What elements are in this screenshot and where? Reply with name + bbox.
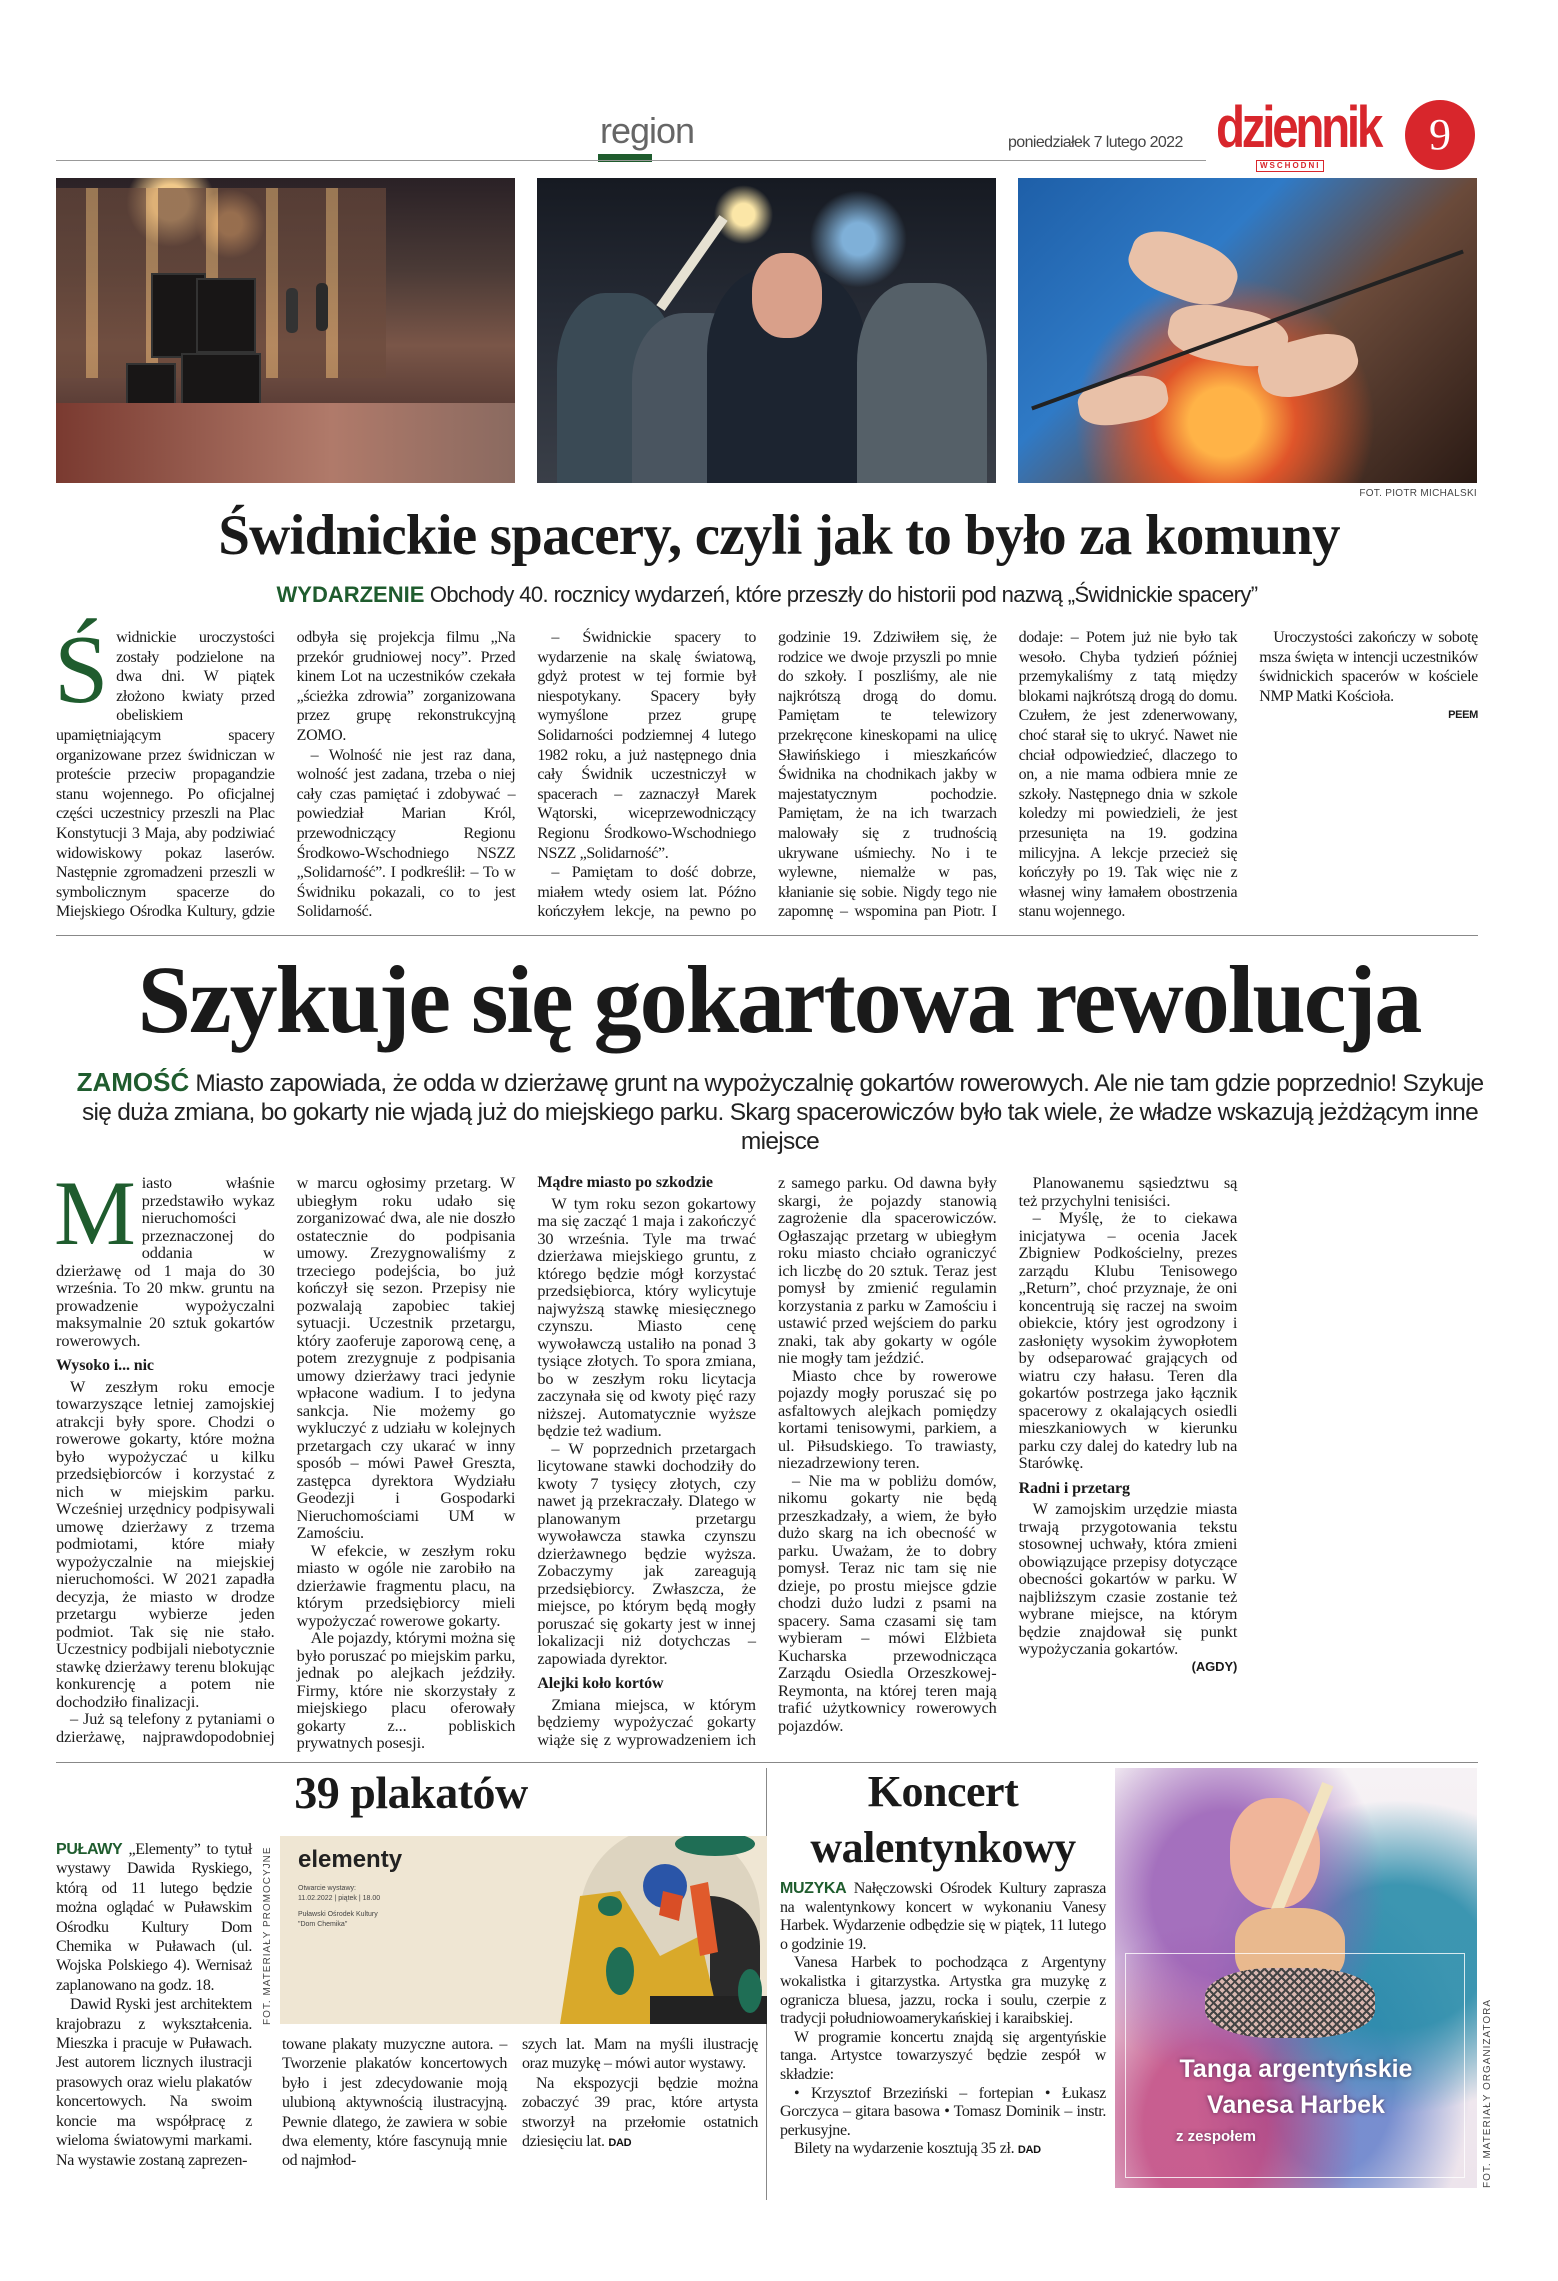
drop-cap: M	[54, 1162, 136, 1264]
poster-info: Otwarcie wystawy: 11.02.2022 | piątek | 18.00 Puławski Ośrodek Kultury "Dom Chemika"	[298, 1885, 381, 1928]
author-signature: DAD	[608, 2137, 632, 2150]
body-paragraph: towane plakaty muzyczne autora. – Tworzenie plakatów koncertowych było i jest zdecydowanie moją ulubioną aktywnością ilustracyjną. Pewnie dlatego, że zawiera w sobie dwa elementy, które fascynują mnie od najmłod-	[282, 2036, 507, 2170]
body-paragraph: – W poprzednich przetargach licytowane stawki dochodziły do kwoty 7 tysięcy złotych, czy nawet ją przekraczały. Dlatego w planowanym przetargu wywoławcza stawka czynszu dzierżawnego będzie wyższa. Zobaczymy jak zareagują przedsiębiorcy. Zwłaszcza, że miejsce, po którym będą mogły poruszać się gokarty jest w innej lokalizacji niż dotychczas – zapowiada dyrektor.	[537, 1438, 756, 1668]
body-paragraph: W zeszłym roku emocje towarzyszące letniej zamojskiej atrakcji były spore. Chodzi o rowerowe gokarty, które można było wypożyczać u kilku przedsiębiorców i korzystać z nich w miejskim parku. Wcześniej urzędnicy podpisywali umowę dzierżawy z trzema podmiotami, które miały wypożyczalnie na miejskiej nieruchomości. W 2021 zapadła decyzja, że miasto w drodze przetargu wybierze jeden podmiot. Tak się nie stało. Uczestnicy podbijali niebotycznie stawkę dzierżawy terenu blokując konkurencję a potem nie dochodziło finalizacji.	[56, 1376, 275, 1711]
body-paragraph: Ale pojazdy, którymi można się było poruszać po miejskim parku, jednak po alejkach jeździły. Firmy, które nie skorzystały z miejskiego placu oferowały gokarty z... pobliskich prywatnych posesji.	[296, 1628, 516, 1752]
body-paragraph: – Pamiętam to dość dobrze, miałem wtedy osiem lat. Późno kończyłem lekcje, na pewno po godzinie 19. Zdziwiłem się, że rodzice we dwoje przyszli po mnie do szkoły. I poszliśmy, ale nie najkrótszą drogą do domu. Pamiętam te telewizory przekręcone kineskopami na ulicę Sławińskiego i mieszkańców Świdnika na chodnikach jakby w majestatycznym pochodzie. Pamiętam, że na ich twarzach malowały się z trudnością ukrywane uśmiechy. No i te wylewne, niemalże w pas, kłanianie się sobie. Nigdy tego nie zapomnę – wspomina pan Piotr. I dodaje: – Potem już nie było tak wesoło. Chyba tydzień później przemykaliśmy z tatą między blokami najkrótszą drogą do domu. Czułem, że jest zdenerwowany, choć starał się to ukryć. Nawet nie chciał odpowiedzieć, dlaczego to on, a nie mama odbiera mnie ze szkoły. Następnego dnia w szkole koledzy mi powiedzieli, że jest przesunięta na 19. godzina milicyjna. A lekcje przecież się kończyły po 19. Tak więc nie z własnej winy łamałem obostrzenia stanu wojennego.	[537, 629, 1238, 921]
section-divider	[56, 935, 1478, 936]
exhibition-poster	[280, 1836, 767, 2024]
body-paragraph: • Krzysztof Brzeziński – fortepian • Łukasz Gorczyca – gitara basowa • Tomasz Dominik – instr. perkusyjne.	[780, 2084, 1106, 2139]
concert-poster	[1115, 1768, 1477, 2188]
article-lead	[70, 1068, 1490, 1156]
lead-label: MUZYKA	[780, 1880, 847, 1897]
section-name: region	[600, 110, 695, 151]
body-paragraph: Miasto chce by rowerowe pojazdy mogły poruszać się po asfaltowych alejkach pomiędzy kortami tenisowymi, parkiem, a ul. Piłsudskiego. To trawiasty, niezadrzewiony teren.	[777, 1365, 997, 1472]
lead-text: Miasto zapowiada, że odda w dzierżawę grunt na wypożyczalnię gokartów rowerowych. Ale nie tam gdzie poprzednio! Szykuje się duża zmiana, bo gokarty nie wjadą już do miejskiego parku. Skarg spacerowiczów było tak wiele, że władze wskazują jeżdżącym inne miejsce	[81, 1070, 1484, 1155]
logo-subtitle: WSCHODNI	[1256, 160, 1324, 172]
photo-hands-over-fire	[1018, 178, 1477, 483]
article-headline: Szykuje się gokartowa rewolucja	[137, 946, 1421, 1053]
logo-wordmark: dziennik	[1216, 95, 1381, 160]
lead-label: PUŁAWY	[56, 1841, 123, 1858]
body-paragraph: – Wolność nie jest raz dana, wolność jest zadana, trzeba o niej cały czas pamiętać i zdobywać – powiedział Marian Król, przewodniczący Regionu Środkowo-Wschodniego NSZZ „Solidarność”. I podkreślił: – To w Świdniku pokazali, co to jest Solidarność.	[296, 746, 516, 921]
photo-credit: FOT. MATERIAŁY PROMOCYJNE	[262, 1846, 273, 2025]
author-signature: PEEM	[1448, 709, 1478, 722]
author-signature: (AGDY)	[1191, 1658, 1238, 1674]
drop-cap: Ś	[54, 616, 109, 724]
photo-credit: FOT. MATERIAŁY ORGANIZATORA	[1482, 1998, 1493, 2188]
poster-line: z zespołem	[1175, 2128, 1257, 2145]
body-paragraph: Świdnickie uroczystości zostały podzielone na dwa dni. W piątek złożono kwiaty przed obeliskiem upamiętniającym spacery organizowane przez świdniczan w proteście przeciw propagandzie stanu wojennego. Po oficjalnej części uczestnicy przeszli na Plac Konstytucji 3 Maja, aby podziwiać widowiskowy pokaz laserów. Następnie zgromadzeni przeszli w symbolicznym spacerze do Miejskiego Ośrodka Kultury, gdzie odbyła się projekcja filmu „Na przekór grudniowej nocy”. Przed kinem Lot na uczestników czekała „ścieżka zdrowia” zorganizowana przez grupę rekonstrukcyjną ZOMO.	[54, 616, 516, 921]
article-body-continued	[282, 2035, 507, 2171]
kicker-label: WYDARZENIE	[276, 582, 425, 607]
body-paragraph: Na ekspozycji będzie można zobaczyć 39 prac, które artysta stworzył na przełomie ostatnich dziesięciu lat. DAD	[522, 2074, 758, 2151]
body-paragraph: W zamojskim urzędzie miasta trwają przygotowania tekstu stosownej uchwały, która zmieni obowiązujące przepisy dotyczące obecności gokartów w parku. W najbliższym czasie zostanie też wybrane miejsce, na którym będzie znajdował się punkt wypożyczania gokartów.	[1018, 1499, 1238, 1658]
article-body	[54, 616, 1478, 928]
issue-date: poniedziałek 7 lutego 2022	[1008, 134, 1183, 151]
newspaper-logo	[1216, 95, 1396, 174]
body-paragraph: W tym roku sezon gokartowy ma się zacząć 1 maja i zakończyć 30 września. Tyle ma trwać dzierżawa miejskiego gruntu, z którego będzie mógł korzystać przedsiębiorca, który wylicytuje najwyższą stawkę miesięcznego czynszu. Miasto cenę wywoławczą ustaliło na ponad 3 tysiące złotych. To spora zmiana, bo w zeszłym roku licytacja zaczynała się od kwoty pięć razy niższej. Automatycznie wyższe będzie też wadium.	[537, 1193, 756, 1440]
article-headline: Koncert walentynkowy	[810, 1767, 1076, 1872]
section-divider	[56, 1762, 1478, 1763]
article-kicker	[56, 582, 1478, 608]
subheading: Mądre miasto po szkodzie	[537, 1174, 713, 1191]
kicker-text: Obchody 40. rocznicy wydarzeń, które przeszły do historii pod nazwą „Świdnickie spacery”	[429, 582, 1258, 607]
body-paragraph: – Już są telefony z pytaniami o dzierżawę, najprawdopodobniej w marcu ogłosimy przetarg. W ubiegłym roku udało się zorganizować dwa, ale nie doszło ostatecznie do podpisania umowy. Zrezygnowaliśmy z trzeciego podejścia, bo już kończył się sezon. Przepisy nie pozwalają zapobiec takiej sytuacji. Uczestnik przetargu, który zaoferuje zaporową cenę, a potem zrezygnuje z podpisania umowy dzierżawy traci jedynie wpłacone wadium. I to jedyna sankcja. Nie możemy go wykluczyć z udziału w kolejnych przetargach czy ukarać w inny sposób – mówi Paweł Greszta, zastępca dyrektora Wydziału Geodezji i Gospodarki Nieruchomościami UM w Zamościu.	[56, 1173, 516, 1746]
body-paragraph: Miasto właśnie przedstawiło wykaz nieruchomości przeznaczonej do oddania w dzierżawę od 1 maja do 30 września. To 20 mkw. gruntu na prowadzenie wypożyczalni maksymalnie 20 sztuk gokartów rowerowych.	[54, 1162, 275, 1350]
photo-obelisk-night	[56, 178, 515, 483]
body-paragraph: Dawid Ryski jest architektem krajobrazu z wykształcenia. Mieszka i pracuje w Puławach. Jest autorem licznych ilustracji prasowych oraz wielu plakatów koncertowych. Na swoim koncie ma współpracę z wieloma światowymi markami. Na wystawie zostaną zaprezen-	[56, 1996, 252, 2169]
body-paragraph: PUŁAWY „Elementy” to tytuł wystawy Dawida Ryskiego, którą od 11 lutego będzie można oglądać w Puławskim Ośrodku Kultury Dom Chemika w Puławach (ul. Wojska Polskiego 4). Wernisaż zaplanowano na godz. 18.	[56, 1841, 252, 1994]
article-body	[56, 1840, 252, 2170]
body-paragraph: Bilety na wydarzenie kosztują 35 zł. DAD	[794, 2140, 1041, 2158]
photo-credit: FOT. PIOTR MICHALSKI	[1359, 488, 1477, 499]
article-body-continued	[522, 2035, 758, 2153]
article-headline: 39 plakatów	[294, 1767, 528, 1818]
article-headline: Świdnickie spacery, czyli jak to było za komuny	[218, 504, 1340, 567]
subheading: Radni i przetarg	[1018, 1479, 1130, 1497]
photo-zomo-reenactment	[537, 178, 996, 483]
body-paragraph: Uroczystości zakończy w sobotę msza święta w intencji uczestników świdnickich spacerów w kościele NMP Matki Kościoła.	[1259, 629, 1478, 705]
poster-line: Tanga argentyńskie	[1179, 2055, 1413, 2083]
poster-line: Vanesa Harbek	[1207, 2091, 1385, 2119]
poster-title: elementy	[298, 1846, 403, 1873]
article-body	[54, 1162, 1478, 1754]
header-divider	[56, 160, 1206, 161]
lead-label: ZAMOŚĆ	[76, 1067, 190, 1097]
body-paragraph: Planowanemu sąsiedztwu są też przychylni tenisiści.	[1018, 1173, 1238, 1210]
body-paragraph: MUZYKA Nałęczowski Ośrodek Kultury zaprasza na walentynkowy koncert w wykonaniu Vanesy Harbek. Wydarzenie odbędzie się w piątek, 11 lutego o godzinie 19.	[780, 1880, 1106, 1953]
body-paragraph: – Świdnickie spacery to wydarzenie na skalę światową, gdyż protest w tej formie był niespotykany. Spacery były wymyślone przez grupę Solidarności podziemnej 4 lutego 1982 roku, a już następnego dnia cały Świdnik uczestniczył w spacerach – zaznaczył Marek Wątorski, wiceprzewodniczący Regionu Środkowo-Wschodniego NSZZ „Solidarność”.	[537, 629, 756, 862]
article-body	[780, 1880, 1106, 2160]
author-signature: DAD	[1017, 2144, 1041, 2157]
body-paragraph: szych lat. Mam na myśli ilustrację oraz muzykę – mówi autor wystawy.	[522, 2036, 758, 2073]
body-paragraph: Vanesa Harbek to pochodząca z Argentyny wokalistka i gitarzystka. Artystka gra muzykę z ogranicza bluesa, jazzu, rocka i soulu, czerpie z tradycji południowoamerykańskiej i karaibskiej.	[780, 1954, 1106, 2028]
body-paragraph: Zmiana miejsca, w którym będziemy wypożyczać gokarty wiąże się z wyprowadzeniem ich z samego parku. Od dawna były skargi, że pojazdy stanowią zagrożenie dla spacerowiczów. Ogłaszając przetarg w ubiegłym roku miasto chciało ograniczyć ich liczbę do 20 sztuk. Teraz jest pomysł by zmienić regulamin korzystania z parku w Zamościu i ustawić przed wejściem do parku znaki, tak aby gokarty w ogóle nie mogły tam jeździć.	[537, 1173, 997, 1749]
subheading: Alejki koło kortów	[537, 1675, 664, 1692]
subheading: Wysoko i... nic	[56, 1357, 154, 1374]
body-paragraph: – Myślę, że to ciekawa inicjatywa – ocenia Jacek Zbigniew Podkościelny, prezes zarządu Klubu Tenisowego „Return”, choć przyznaje, że oni koncentrują się raczej na swoim obiekcie, który jest ogrodzony i zasłonięty wysokim żywopłotem by odseparować grających od wiatru czy hałasu. Teren dla gokartów postrzega jako łącznik spacerowy z okalających osiedli mieszkaniowych w kierunku parku czy dalej do katedry lub na Starówkę.	[1018, 1208, 1238, 1472]
body-paragraph: W programie koncertu znajdą się argentyńskie tanga. Artystce towarzyszyć będzie zespół w składzie:	[780, 2028, 1106, 2083]
body-paragraph: W efekcie, w zeszłym roku miasto w ogóle nie zarobiło na dzierżawie fragmentu placu, na którym przedsiębiorcy mieli wypożyczać rowerowe gokarty.	[296, 1540, 516, 1630]
body-paragraph: – Nie ma w pobliżu domów, nikomu gokarty nie będą przeszkadzały, a wiem, że było dużo skarg na ich obecność w parku. Uważam, że to dobry pomysł. Teraz nic tam się nie dzieje, po prostu miejsce gdzie chodzi dużo ludzi z psami na spacery. Sama czasami się tam wybieram – mówi Elżbieta Kucharska przewodnicząca Zarządu Osiedla Orzeszkowej- Reymonta, na której teren mają trafić użytkownicy rowerowych pojazdów.	[777, 1470, 997, 1735]
page-number: 9	[1405, 100, 1475, 170]
